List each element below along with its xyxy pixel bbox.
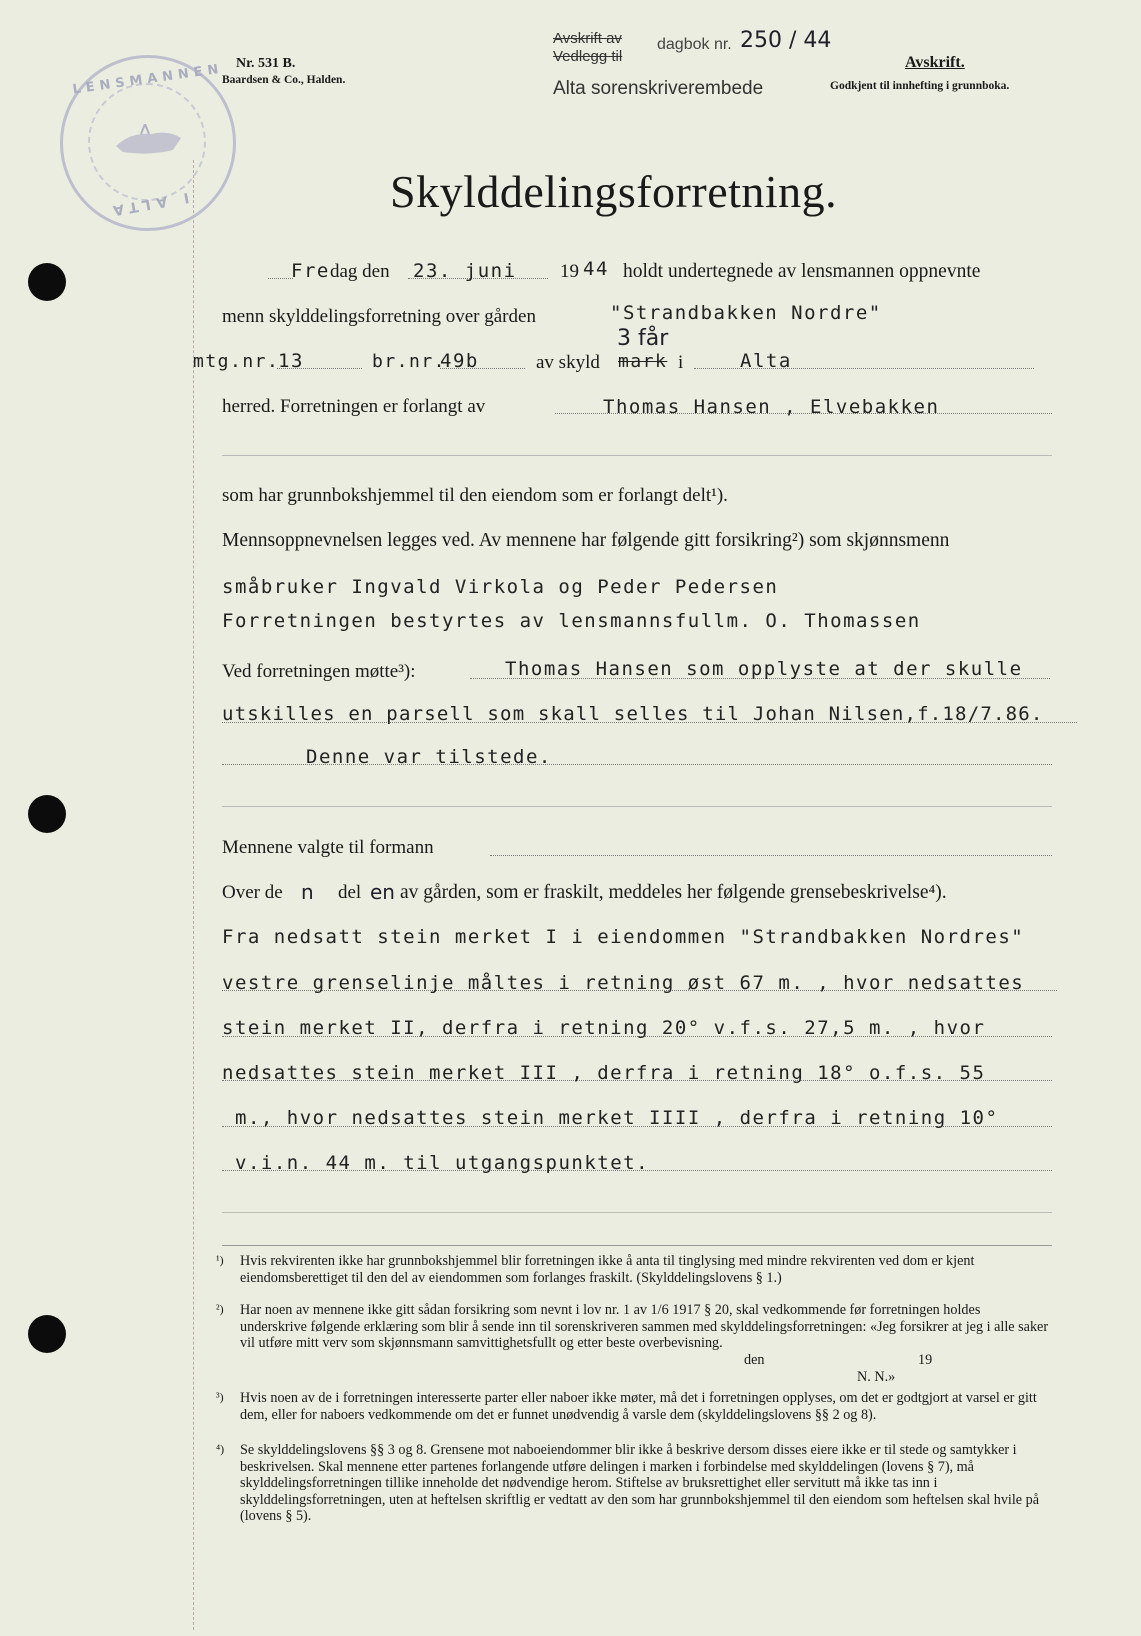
formann-label: Mennene valgte til formann	[222, 837, 434, 858]
punch-hole	[28, 263, 66, 301]
appeared-line: utskilles en parsell som skall selles til Johan Nilsen,f.18/7.86.	[222, 703, 1044, 725]
line5-text: som har grunnbokshjemmel til den eiendom som er forlangt delt¹).	[222, 485, 728, 506]
diary-label: dagbok nr.	[657, 36, 732, 53]
footnote-year: 19	[918, 1352, 933, 1368]
description-line: vestre grenselinje måltes i retning øst 67 m. , hvor nedsattes	[222, 972, 1025, 994]
mtgnr-label: mtg.nr.	[193, 351, 280, 372]
punch-hole	[28, 795, 66, 833]
mark-struck: mark	[618, 351, 668, 372]
grense-part1: Over de	[222, 882, 283, 903]
line4-text: herred. Forretningen er forlangt av	[222, 396, 486, 417]
skyld-label: av skyld	[536, 352, 600, 373]
meeting-date: 23. juni	[413, 260, 517, 282]
fill-line	[490, 855, 1052, 856]
mtgnr-value: 13	[278, 350, 304, 372]
footnote-text: Hvis rekvirenten ikke har grunnbokshjemmel blir forretningen ikke å anta til tinglysing med mindre rekvirenten ved dom er kjent eiendomsberettiget til den del av eiendommen som forlanges fraskilt. (Skylddelingslovens § 1.)	[240, 1253, 975, 1286]
i-label: i	[678, 352, 684, 373]
description-line: Fra nedsatt stein merket I i eiendommen "Strandbakken Nordres"	[222, 926, 1025, 948]
diary-number: 250 / 44	[740, 28, 832, 53]
appeared-label: Ved forretningen møtte³):	[222, 661, 416, 682]
attachment-label: Vedlegg til	[553, 48, 623, 65]
description-line: nedsattes stein merket III , derfra i retning 18° o.f.s. 55	[222, 1062, 986, 1084]
blank-line	[222, 455, 1052, 456]
office-name: Alta sorenskriverembede	[553, 78, 764, 99]
footnote-text: Hvis noen av de i forretningen interesserte parter eller naboer ikke møter, må det i forretningen opplyses, om det er godtgjort at varsel er gitt dem, eller for naboers vedkommende om det er funnet unødvendig å varsle dem (skylddelingslovens §§ 2 og 8).	[240, 1390, 1037, 1423]
blank-line	[222, 806, 1052, 807]
men-line: småbruker Ingvald Virkola og Peder Pedersen	[222, 576, 779, 598]
footnote-number: ⁴)	[216, 1442, 225, 1456]
men-line: Forretningen bestyrtes av lensmannsfullm. O. Thomassen	[222, 610, 921, 632]
form-number: Nr. 531 B.	[236, 56, 296, 71]
weekday-prefix: Fre	[291, 260, 330, 282]
punch-hole	[28, 1315, 66, 1353]
farm-name: "Strandbakken Nordre"	[610, 302, 882, 324]
avskrift-label: Avskrift.	[905, 54, 965, 71]
appeared-line: Thomas Hansen som opplyste at der skulle	[505, 658, 1023, 680]
fill-line	[268, 278, 293, 279]
footnote-number: ²)	[216, 1302, 224, 1316]
description-line: m., hvor nedsattes stein merket IIII , derfra i retning 10°	[235, 1107, 999, 1129]
brnr-label: br.nr.	[372, 351, 447, 372]
footnote-number: ¹)	[216, 1253, 224, 1267]
appeared-line: Denne var tilstede.	[306, 746, 552, 768]
brnr-value: 49b	[440, 350, 479, 372]
official-stamp	[60, 55, 236, 231]
line1-text: holdt undertegnede av lensmannen oppnevnte	[623, 261, 981, 282]
grense-part2: del	[338, 882, 362, 903]
skyld-value: 3 får	[617, 326, 669, 351]
footnote-separator	[222, 1245, 1052, 1246]
grense-hand2: en	[370, 880, 395, 904]
page-title: Skylddelingsforretning.	[390, 166, 838, 217]
footnote-nn: N. N.»	[857, 1369, 896, 1385]
copy-of-label: Avskrift av	[553, 30, 622, 47]
footnote-den: den	[744, 1352, 765, 1368]
grense-hand1: n	[301, 880, 314, 904]
grense-part3: av gården, som er fraskilt, meddeles her følgende grensebeskrivelse⁴).	[400, 882, 947, 903]
meeting-year: 44	[583, 258, 609, 280]
line2-text: menn skylddelingsforretning over gården	[222, 306, 536, 327]
margin-line	[193, 160, 194, 1630]
footnote-text: Se skylddelingslovens §§ 3 og 8. Grensene mot naboeiendommer blir ikke å beskrive dersom disses eiere ikke er til stede og samtykker i beskrivelsen. Skal mennene etter partenes forlangende utføre delingen i marken i forbindelse med skylddelingen (lovens § 7), må skylddelingsforretningen tillike inneholde det nødvendige herom. Stiftelse av bruksrettighet eller servitutt må ikke tas inn i skylddelingsforretningen, uten at heftelsen skriftlig er vedtatt av den som har grunnbokshjemmel til den eiendom som heftelsen skal hvile på (lovens § 5).	[240, 1442, 1040, 1524]
ship-icon	[111, 124, 186, 160]
year-prefix: 19	[560, 261, 579, 282]
description-line: stein merket II, derfra i retning 20° v.f.s. 27,5 m. , hvor	[222, 1017, 986, 1039]
line6-text: Mennsoppnevnelsen legges ved. Av mennene har følgende gitt forsikring²) som skjønnsmenn	[222, 530, 950, 551]
requester: Thomas Hansen , Elvebakken	[603, 396, 940, 418]
municipality: Alta	[740, 350, 792, 372]
stamp-top-text: LENSMANNEN	[71, 61, 225, 98]
approved-note: Godkjent til innhefting i grunnboka.	[830, 80, 1010, 92]
footnote-number: ³)	[216, 1390, 224, 1404]
printer-name: Baardsen & Co., Halden.	[222, 74, 346, 86]
stamp-bottom-text: I ALTA	[105, 188, 191, 220]
footnote-text: Har noen av mennene ikke gitt sådan forsikring som nevnt i lov nr. 1 av 1/6 1917 § 20, skal vedkommende før forretningen holdes underskrive følgende erklæring som blir å sende inn til sorenskriveren sammen med skylddelingsforretningen: «Jeg forsikrer at jeg i alle saker vil utføre mitt verv som skjønnsmann samvittighetsfullt og etter beste overbevisning.	[240, 1302, 1049, 1351]
description-line: v.i.n. 44 m. til utgangspunktet.	[235, 1152, 650, 1174]
blank-line	[222, 1212, 1052, 1213]
weekday-suffix: dag den	[330, 261, 390, 282]
